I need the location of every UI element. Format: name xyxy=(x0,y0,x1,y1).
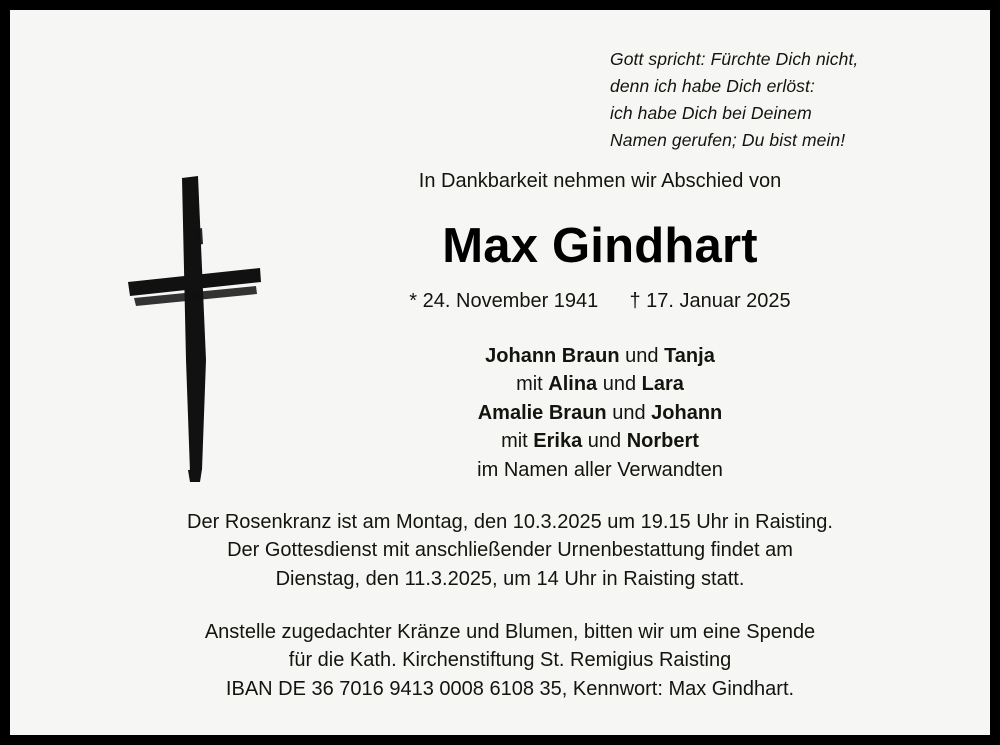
detail-line: Dienstag, den 11.3.2025, um 14 Uhr in Raisting statt. xyxy=(275,567,745,590)
lead-text: In Dankbarkeit nehmen wir Abschied von xyxy=(418,170,782,192)
center-block xyxy=(260,168,940,313)
family-list xyxy=(260,342,940,484)
deceased-name: Max Gindhart xyxy=(442,219,758,273)
family-name: Amalie Braun xyxy=(477,401,607,424)
family-line xyxy=(260,370,940,398)
donation-request xyxy=(50,618,970,703)
cross-illustration xyxy=(110,170,280,490)
quote-line: denn ich habe Dich erlöst: xyxy=(610,75,815,96)
quote-line: Namen gerufen; Du bist mein! xyxy=(610,129,846,150)
family-connector: und xyxy=(606,401,652,424)
family-name: Tanja xyxy=(664,345,715,367)
family-line: im Namen aller Verwandten xyxy=(477,458,723,481)
family-line xyxy=(260,427,940,455)
quote-line: Gott spricht: Fürchte Dich nicht, xyxy=(610,49,859,69)
family-line xyxy=(260,342,940,370)
detail-line: Der Rosenkranz ist am Montag, den 10.3.2025 um 19.15 Uhr in Raisting. xyxy=(187,511,833,533)
family-line xyxy=(260,399,940,427)
scripture-quote xyxy=(610,46,940,154)
birth-date: * 24. November 1941 xyxy=(409,290,599,312)
notice-body xyxy=(10,10,990,735)
family-connector: und xyxy=(582,430,627,453)
family-name: Johann xyxy=(651,401,723,424)
family-connector: und xyxy=(597,373,642,396)
donation-line: für die Kath. Kirchenstiftung St. Remigius Raisting xyxy=(288,649,732,672)
donation-line: IBAN DE 36 7016 9413 0008 6108 35, Kennwort: Max Gindhart. xyxy=(225,677,795,700)
family-name: Erika xyxy=(533,430,583,453)
cross-icon xyxy=(110,170,280,490)
service-details xyxy=(50,508,970,593)
detail-line: Der Gottesdienst mit anschließender Urnenbestattung findet am xyxy=(227,539,793,562)
family-name: Johann Braun xyxy=(485,345,620,367)
family-connector: und xyxy=(619,345,665,367)
family-connector: mit xyxy=(501,430,534,453)
quote-line: ich habe Dich bei Deinem xyxy=(610,102,812,123)
family-name: Alina xyxy=(548,373,598,396)
family-connector: mit xyxy=(516,373,549,396)
donation-line: Anstelle zugedachter Kränze und Blumen, bitten wir um eine Spende xyxy=(204,621,816,643)
family-name: Norbert xyxy=(626,430,699,453)
family-name: Lara xyxy=(641,373,684,396)
death-date: † 17. Januar 2025 xyxy=(629,290,791,312)
life-dates xyxy=(260,290,940,313)
